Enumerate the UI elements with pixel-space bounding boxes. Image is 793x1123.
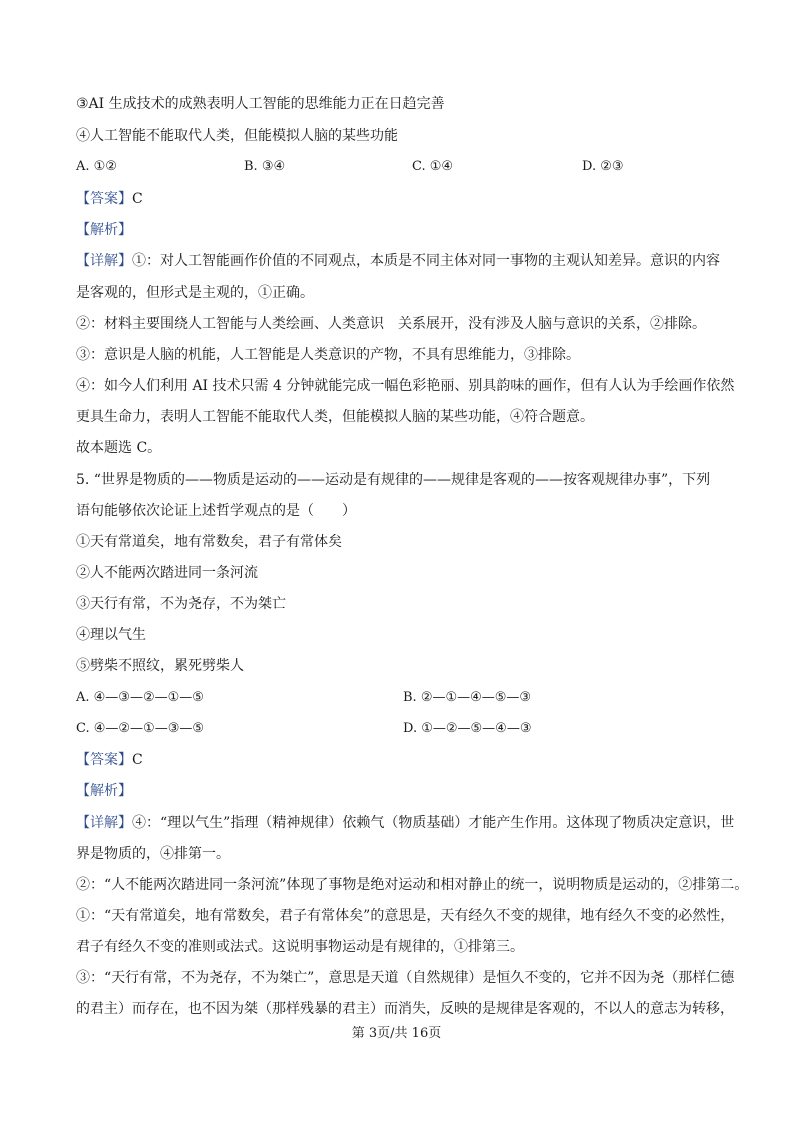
q4-answer (76, 189, 143, 209)
detail-text: ①：对人工智能画作价值的不同观点，本质是不同主体对同一事物的主观认知差异。意识的内容 (132, 253, 720, 269)
q4-detail-line: ②：材料主要围绕人工智能与人类绘画、人类意识 关系展开，没有涉及人脑与意识的关系，②排除。 (76, 316, 706, 332)
detail-tag: 【详解】 (76, 815, 132, 831)
q5-choice-a: A. ④—③—②—①—⑤ (76, 690, 204, 705)
q4-detail-line: ③：意识是人脑的机能，人工智能是人类意识的产物，不具有思维能力，③排除。 (76, 347, 580, 363)
q4-choice-b: B. ③④ (244, 159, 286, 174)
q5-statement: ②人不能两次踏进同一条河流 (76, 565, 258, 581)
q4-analysis-heading: 【解析】 (76, 222, 132, 238)
q5-statement: ①天有常道矣，地有常数矣，君子有常体矣 (76, 534, 342, 550)
question-4-option-4: ④人工智能不能取代人类，但能模拟人脑的某些功能 (76, 128, 398, 144)
answer-value: C (132, 752, 143, 768)
detail-text: ④：“理以气生”指理（精神规律）依赖气（物质基础）才能产生作用。这体现了物质决定意识，世 (132, 815, 735, 831)
q5-answer (76, 750, 143, 770)
question-4-option-3: ③AI 生成技术的成熟表明人工智能的思维能力正在日趋完善 (76, 96, 445, 112)
q4-choice-c: C. ①④ (412, 159, 454, 174)
q4-choice-d: D. ②③ (582, 159, 624, 174)
q5-detail-line (76, 813, 734, 833)
q4-detail-line: 更具生命力，表明人工智能不能取代人类，但能模拟人脑的某些功能，④符合题意。 (76, 409, 594, 425)
q5-choice-c: C. ④—②—①—③—⑤ (76, 721, 205, 736)
q5-statement: ⑤劈柴不照纹，累死劈柴人 (76, 658, 244, 674)
q5-choice-d: D. ①—②—⑤—④—③ (403, 721, 532, 736)
q5-statement: ③天行有常，不为尧存，不为桀亡 (76, 596, 286, 612)
q5-detail-line: 界是物质的，④排第一。 (76, 846, 230, 862)
q5-detail-line: ①：“天有常道矣，地有常数矣，君子有常体矣”的意思是，天有经久不变的规律，地有经久不变的必然性， (76, 908, 735, 924)
q4-choice-a: A. ①② (76, 159, 117, 174)
q5-choice-b: B. ②—①—④—⑤—③ (403, 690, 532, 705)
q5-statement: ④理以气生 (76, 627, 146, 643)
answer-value: C (132, 191, 143, 207)
page-footer: 第 3页/共 16页 (351, 1026, 442, 1041)
q5-detail-line: ③：“天行有常，不为尧存，不为桀亡”，意思是天道（自然规律）是恒久不变的，它并不因为尧（那样仁德 (76, 970, 735, 986)
q5-detail-line: ②：“人不能两次踏进同一条河流”体现了事物是绝对运动和相对静止的统一，说明物质是运动的，②排第二。 (76, 877, 749, 893)
detail-tag: 【详解】 (76, 253, 132, 269)
q4-detail-line (76, 251, 720, 271)
q5-detail-line: 君子有经久不变的准则或法式。这说明事物运动是有规律的，①排第三。 (76, 939, 524, 955)
q4-detail-line: ④：如今人们利用 AI 技术只需 4 分钟就能完成一幅色彩艳丽、别具韵味的画作，但有人认为手绘画作依然 (76, 378, 735, 394)
question-5-stem: 5. “世界是物质的——物质是运动的——运动是有规律的——规律是客观的——按客观规律办事”，下列 (76, 472, 711, 488)
answer-tag: 【答案】 (76, 191, 132, 207)
q5-analysis-heading: 【解析】 (76, 783, 132, 799)
q4-detail-line: 是客观的，但形式是主观的，①正确。 (76, 285, 314, 301)
q4-conclusion: 故本题选 C。 (76, 440, 162, 456)
answer-tag: 【答案】 (76, 752, 132, 768)
question-5-stem: 语句能够依次论证上述哲学观点的是（ ） (76, 503, 356, 519)
q5-detail-line: 的君主）而存在，也不因为桀（那样残暴的君主）而消失，反映的是规律是客观的，不以人的意志为转移， (76, 1001, 734, 1017)
